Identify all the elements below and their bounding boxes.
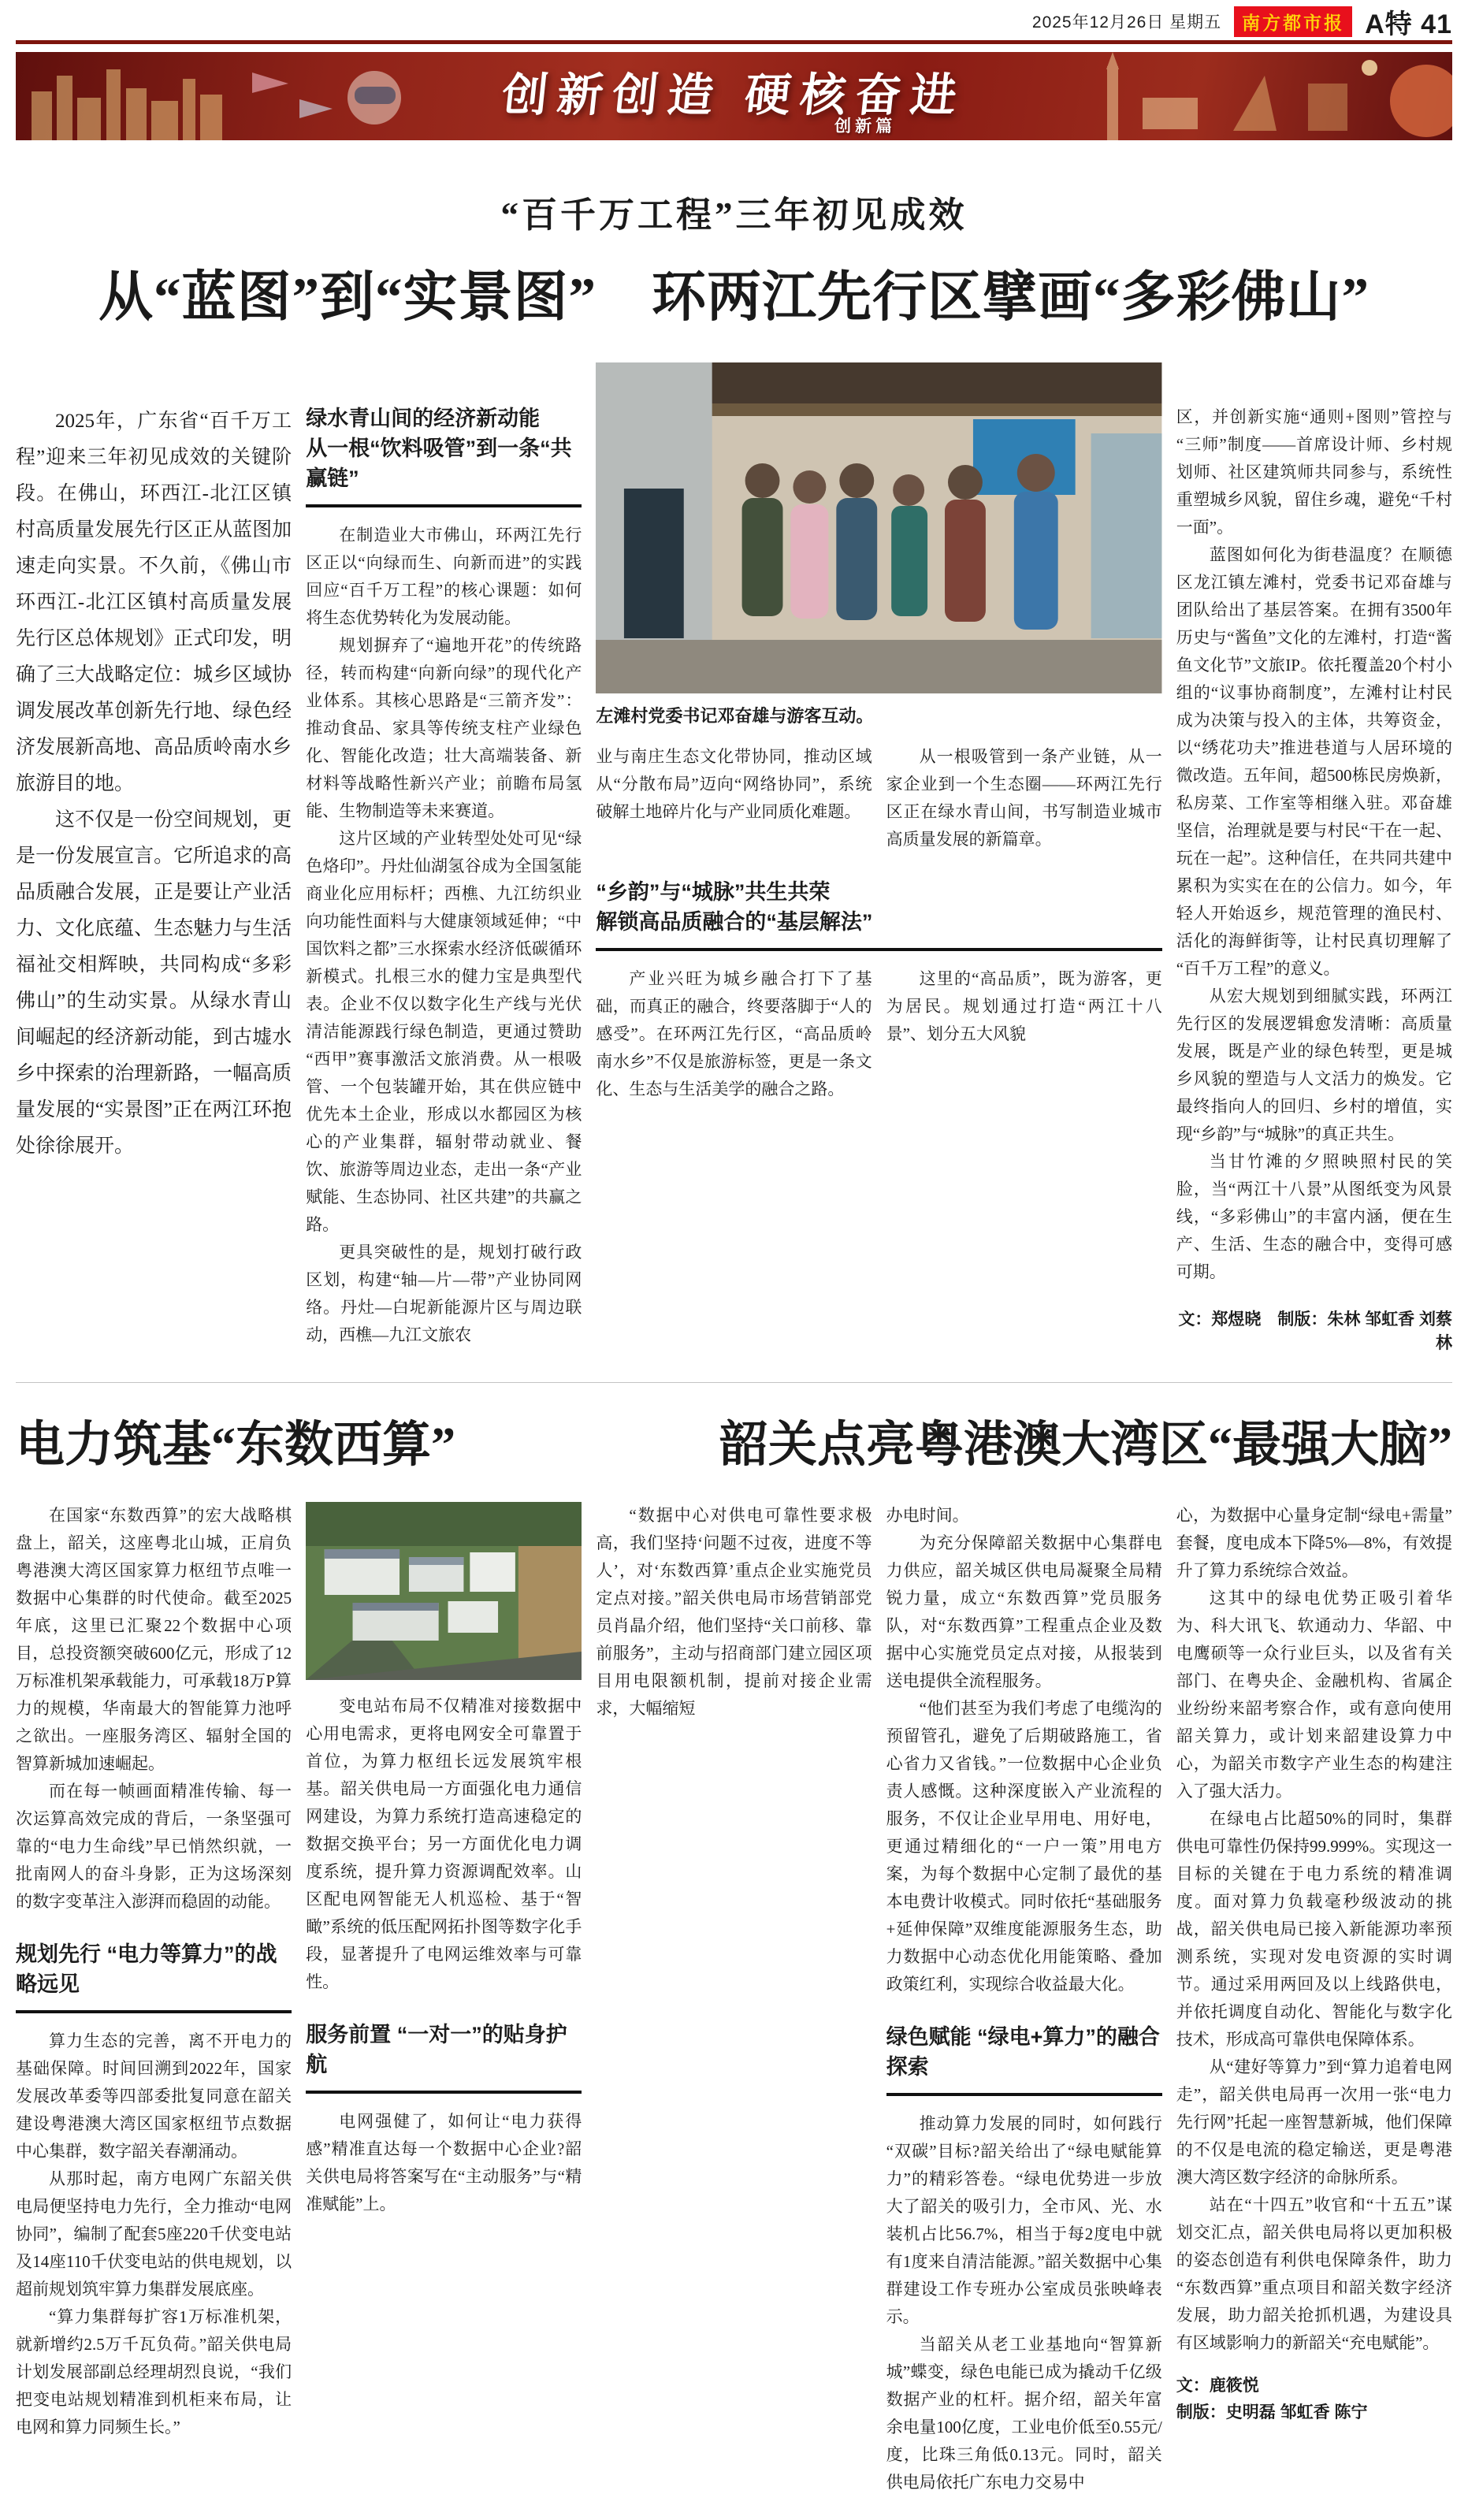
article2-col4-paragraphs: [886, 1502, 1162, 1998]
article1-mid-paragraphs: [596, 743, 1161, 853]
paragraph: 更具突破性的是，规划打破行政区划，构建“轴—片—带”产业协同网络。丹灶—白坭新能源片区与周边联动，西樵—九江文旅农: [306, 1243, 582, 1344]
article1-middle-columns: [596, 362, 1161, 1354]
subhead2-line1: “乡韵”与“城脉”共生共荣: [596, 880, 831, 904]
paragraph: 2025年，广东省“百千万工程”迎来三年初见成效的关键阶段。在佛山，环西江-北江区镇村高质量发展先行区正从蓝图加速走向实景。不久前，《佛山市环西江-北江区镇村高质量发展先行区总体规划》正式印发，明确了三大战略定位：城乡区域协调发展改革创新先行地、绿色经济发展新高地、高品质岭南水乡旅游目的地。: [16, 411, 292, 794]
paragraph: 当韶关从老工业基地向“智算新城”蝶变，绿色电能已成为撬动千亿级数据产业的杠杆。据介绍，韶关年富余电量100亿度，工业电价低至0.55元/度，比珠三角低0.13元。同时，韶关供电局依托广东电力交易中: [886, 2335, 1162, 2492]
paragraph: “算力集群每扩容1万标准机架，就新增约2.5万千瓦负荷。”韶关供电局计划发展部副总经理胡烈良说，“我们把变电站规划精准到机柜来布局，让电网和算力同频生长。”: [16, 2307, 292, 2436]
article2-subhead3: 绿色赋能 “绿电+算力”的融合探索: [886, 2022, 1162, 2096]
paragraph: 业与南庄生态文化带协同，推动区域从“分散布局”迈向“网络协同”，系统破解土地碎片化与产业同质化难题。: [596, 747, 872, 821]
article1-lede-column: [16, 362, 292, 1354]
article2-byline-author: 文：鹿筱悦: [1176, 2377, 1259, 2395]
article1-column5: [1176, 362, 1452, 1354]
article2-byline-layout: 制版：史明磊 邹虹香 陈宁: [1176, 2403, 1368, 2422]
masthead-rule: [16, 40, 1452, 44]
paragraph: 站在“十四五”收官和“十五五”谋划交汇点，韶关供电局将以更加积极的姿态创造有利供电保障条件，助力“东数西算”重点项目和韶关数字经济发展，助力韶关抢抓机遇，为建设具有区域影响力的新韶关“充电赋能”。: [1176, 2195, 1452, 2352]
article2-column1: [16, 1502, 292, 2496]
paragraph: 电网强健了，如何让“电力获得感”精准直达每一个数据中心企业?韶关供电局将答案写在“主动服务”与“精准赋能”上。: [306, 2112, 582, 2213]
article2-col5-paragraphs: [1176, 1502, 1452, 2357]
paragraph: 而在每一帧画面精准传输、每一次运算高效完成的背后，一条坚强可靠的“电力生命线”早已悄然织就，一批南网人的奋斗身影，正为这场深刻的数字变革注入澎湃而稳固的动能。: [16, 1782, 292, 1911]
article2-column3: [596, 1502, 872, 2496]
paragraph: 从“建好等算力”到“算力追着电网走”，韶关供电局再一次用一张“电力先行网”托起一座智慧新城，他们保障的不仅是电流的稳定输送，更是粤港澳大湾区数字经济的命脉所系。: [1176, 2057, 1452, 2187]
paragraph: 从一根吸管到一条产业链，从一家企业到一个生态圈——环两江先行区正在绿水青山间，书写制造业城市高质量发展的新篇章。: [886, 747, 1162, 849]
article2-body: [16, 1502, 1452, 2496]
subhead1-line1: 绿水青山间的经济新动能: [306, 407, 541, 430]
paragraph: 从那时起，南方电网广东韶关供电局便坚持电力先行，全力推动“电网协同”，编制了配套5座220千伏变电站及14座110千伏变电站的供电规划，以超前规划筑牢算力集群发展底座。: [16, 2169, 292, 2299]
article2-subhead1: 规划先行 “电力等算力”的战略远见: [16, 1939, 292, 2013]
paragraph: “他们甚至为我们考虑了电缆沟的预留管孔，避免了后期破路施工，省心省力又省钱。”一位数据中心企业负责人感慨。这种深度嵌入产业流程的服务，不仅让企业早用电、用好电，更通过精细化的“一户一策”用电方案，为每个数据中心定制了最优的基本电费计收模式。同时依托“基础服务+延伸保障”双维度能源服务生态，助力数据中心动态优化用能策略、叠加政策红利，实现综合收益最大化。: [886, 1699, 1162, 1994]
paragraph: 蓝图如何化为街巷温度？在顺德区龙江镇左滩村，党委书记邓奋雄与团队给出了基层答案。在拥有3500年历史与“酱鱼”文化的左滩村，打造“酱鱼文化节”文旅IP。依托覆盖20个村小组的“议事协商制度”，左滩村让村民成为决策与投入的主体，共筹资金，以“绣花功夫”推进巷道与人居环境的微改造。五年间，超500栋民房焕新，私房菜、工作室等相继入驻。邓奋雄坚信，治理就是要与村民“干在一起、玩在一起”。这种信任，在共同共建中累积为实实在在的公信力。如今，年轻人开始返乡，规范管理的渔民村、活化的海鲜街等，让村民真切理解了“百千万工程”的意义。: [1176, 545, 1452, 978]
article2-section3-paragraphs: [886, 2110, 1162, 2496]
paragraph: 心，为数据中心量身定制“绿电+需量”套餐，度电成本下降5%—8%，有效提升了算力系统综合效益。: [1176, 1506, 1452, 1580]
article2-column4: [886, 1502, 1162, 2496]
paragraph: 这其中的绿电优势正吸引着华为、科大讯飞、软通动力、华韶、中电鹰硕等一众行业巨头，以及省有关部门、在粤央企、金融机构、省属企业纷纷来韶考察合作，或有意向使用韶关算力，或计划来韶建设算力中心，为韶关市数字产业生态的构建注入了强大活力。: [1176, 1589, 1452, 1801]
article2-column2: [306, 1502, 582, 2496]
newspaper-logo: 南方都市报: [1234, 6, 1352, 37]
article1-kicker: “百千万工程”三年初见成效: [500, 195, 968, 235]
paragraph: 区，并创新实施“通则+图则”管控与“三师”制度——首席设计师、乡村规划师、社区建筑师共同参与，系统性重塑城乡风貌，留住乡魂，避免“千村一面”。: [1176, 407, 1452, 537]
theme-banner: [16, 52, 1452, 140]
paragraph: 当甘竹滩的夕照映照村民的笑脸，当“两江十八景”从图纸变为风景线，“多彩佛山”的丰富内涵，便在生产、生活、生态的融合中，变得可感可期。: [1176, 1152, 1452, 1281]
article1-subhead2: [596, 877, 1161, 951]
subhead2-line2: 解锁高品质融合的“基层解法”: [596, 910, 873, 934]
article2-section1-paragraphs: [16, 2028, 292, 2441]
masthead: [16, 0, 1452, 39]
article2-section2-paragraphs: [306, 2108, 582, 2218]
paragraph: 这不仅是一份空间规划，更是一份发展宣言。它所追求的高品质融合发展，正是要让产业活力、文化底蕴、生态魅力与生活福祉交相辉映，共同构成“多彩佛山”的生动实景。从绿水青山间崛起的经济新动能，到古墟水乡中探索的治理新路，一幅高质量发展的“实景图”正在两江环抱处徐徐展开。: [16, 809, 292, 1157]
paragraph: 变电站布局不仅精准对接数据中心用电需求，更将电网安全可靠置于首位，为算力枢纽长远发展筑牢根基。韶关供电局一方面强化电力通信网建设，为算力系统打造高速稳定的数据交换平台；另一方面优化电力调度系统，提升算力资源调配效率。山区配电网智能无人机巡检、基于“智瞰”系统的低压配网拓扑图等数字化手段，显著提升了电网运维效率与可靠性。: [306, 1697, 582, 1991]
article1-section1-paragraphs: [306, 522, 582, 1349]
article1-headline: 从“蓝图”到“实景图” 环两江先行区擘画“多彩佛山”: [98, 267, 1370, 327]
article2-column5: [1176, 1502, 1452, 2496]
article2-subhead2: 服务前置 “一对一”的贴身护航: [306, 2020, 582, 2094]
article1-byline: 文：郑煜晓 制版：朱林 邹虹香 刘蔡林: [1178, 1310, 1452, 1352]
paragraph: 为充分保障韶关数据中心集群电力供应，韶关城区供电局凝聚全局精锐力量，成立“东数西算”党员服务队，对“东数西算”工程重点企业及数据中心实施党员定点对接，从报装到送电提供全流程服务。: [886, 1533, 1162, 1690]
paragraph: 在制造业大市佛山，环两江先行区正以“向绿而生、向新而进”的实践回应“百千万工程”的核心课题：如何将生态优势转化为发展动能。: [306, 526, 582, 627]
photo1-caption: 左滩村党委书记邓奋雄与游客互动。: [596, 706, 874, 726]
photo-datacenter-aerial: [306, 1502, 582, 1680]
paragraph: 在绿电占比超50%的同时，集群供电可靠性仍保持99.999%。实现这一目标的关键在于电力系统的精准调度。面对算力负载毫秒级波动的挑战，韶关供电局已接入新能源功率预测系统，实现对发电资源的实时调节。通过采用两回及以上线路供电，并依托调度自动化、智能化与数字化技术，形成高可靠供电保障体系。: [1176, 1809, 1452, 2049]
article2-col3-paragraphs: [596, 1502, 872, 1723]
paragraph: 这片区域的产业转型处处可见“绿色烙印”。丹灶仙湖氢谷成为全国氢能商业化应用标杆；西樵、九江纺织业向功能性面料与大健康领域延伸；“中国饮料之都”三水探索水经济低碳循环新模式。扎根三水的健力宝是典型代表。企业不仅以数字化生产线与光伏清洁能源践行绿色制造，更通过赞助“西甲”赛事激活文旅消费。从一根吸管、一个包装罐开始，其在供应链中优先本土企业，形成以水都园区为核心的产业集群，辐射带动就业、餐饮、旅游等周边业态，走出一条“产业赋能、生态协同、社区共建”的共赢之路。: [306, 829, 582, 1234]
paragraph: 在国家“东数西算”的宏大战略棋盘上，韶关，这座粤北山城，正肩负粤港澳大湾区国家算力枢纽节点唯一数据中心集群的时代使命。截至2025年底，这里已汇聚22个数据中心项目，总投资额突破600亿元，形成了12万标准机架承载能力，可承载18万P算力的规模，华南最大的智能算力池呼之欲出。一座服务湾区、辐射全国的智算新城加速崛起。: [16, 1506, 292, 1773]
subhead1-line2: 从一根“饮料吸管”到一条“共赢链”: [306, 437, 572, 490]
article1-section2-paragraphs: [596, 965, 1161, 1103]
paragraph: 这里的“高品质”，既为游客，更为居民。规划通过打造“两江十八景”、划分五大风貌: [886, 969, 1162, 1043]
paragraph: 规划摒弃了“遍地开花”的传统路径，转而构建“向新向绿”的现代化产业体系。其核心思路是“三箭齐发”：推动食品、家具等传统支柱产业绿色化、智能化改造；壮大高端装备、新材料等战略性新兴产业；前瞻布局氢能、生物制造等未来赛道。: [306, 636, 582, 820]
article2-col2-paragraphs: [306, 1693, 582, 1996]
article2-byline: [1176, 2373, 1452, 2426]
banner-title: 创新创造 硬核奋进: [499, 69, 968, 121]
issue-date: 2025年12月26日 星期五: [1031, 13, 1222, 32]
article1-body: [16, 362, 1452, 1354]
article1-column2: [306, 362, 582, 1354]
article2-headline-right: 韶关点亮粤港澳大湾区“最强大脑”: [719, 1418, 1452, 1472]
paragraph: “数据中心对供电可靠性要求极高，我们坚持‘问题不过夜，进度不等人’，对‘东数西算’重点企业实施党员定点对接。”韶关供电局市场营销部党员肖晶介绍，他们坚持“关口前移、靠前服务”，主动与招商部门建立园区项目用电限额机制，提前对接企业需求，大幅缩短: [596, 1506, 872, 1718]
story-divider: [16, 1382, 1452, 1383]
article1-subhead1: [306, 403, 582, 507]
paragraph: 办电时间。: [886, 1506, 969, 1525]
photo-village-visitors: [596, 362, 1161, 693]
article2-headline-left: 电力筑基“东数西算”: [16, 1418, 456, 1472]
paragraph: 算力生态的完善，离不开电力的基础保障。时间回溯到2022年，国家发展改革委等四部委批复同意在韶关建设粤港澳大湾区国家枢纽节点数据中心集群，数字韶关春潮涌动。: [16, 2031, 292, 2161]
paragraph: 从宏大规划到细腻实践，环两江先行区的发展逻辑愈发清晰：高质量发展，既是产业的绿色转型，更是城乡风貌的塑造与人文活力的焕发。它最终指向人的回归、乡村的增值，实现“乡韵”与“城脉”的真正共生。: [1176, 987, 1452, 1143]
paragraph: 推动算力发展的同时，如何践行“双碳”目标?韶关给出了“绿电赋能算力”的精彩答卷。“绿电优势进一步放大了韶关的吸引力，全市风、光、水装机占比56.7%，相当于每2度电中就有1度来自清洁能源。”韶关数据中心集群建设工作专班办公室成员张映峰表示。: [886, 2114, 1162, 2326]
page-number: A特 41: [1365, 9, 1452, 39]
banner-edition-tag: 创新篇: [834, 117, 897, 136]
article1-tail-paragraphs: [1176, 403, 1452, 1286]
article2-headline: [16, 1405, 1452, 1475]
paragraph: 产业兴旺为城乡融合打下了基础，而真正的融合，终要落脚于“人的感受”。在环两江先行区，“高品质岭南水乡”不仅是旅游标签，更是一条文化、生态与生活美学的融合之路。: [596, 969, 872, 1098]
article2-lede-paragraphs: [16, 1502, 292, 1916]
